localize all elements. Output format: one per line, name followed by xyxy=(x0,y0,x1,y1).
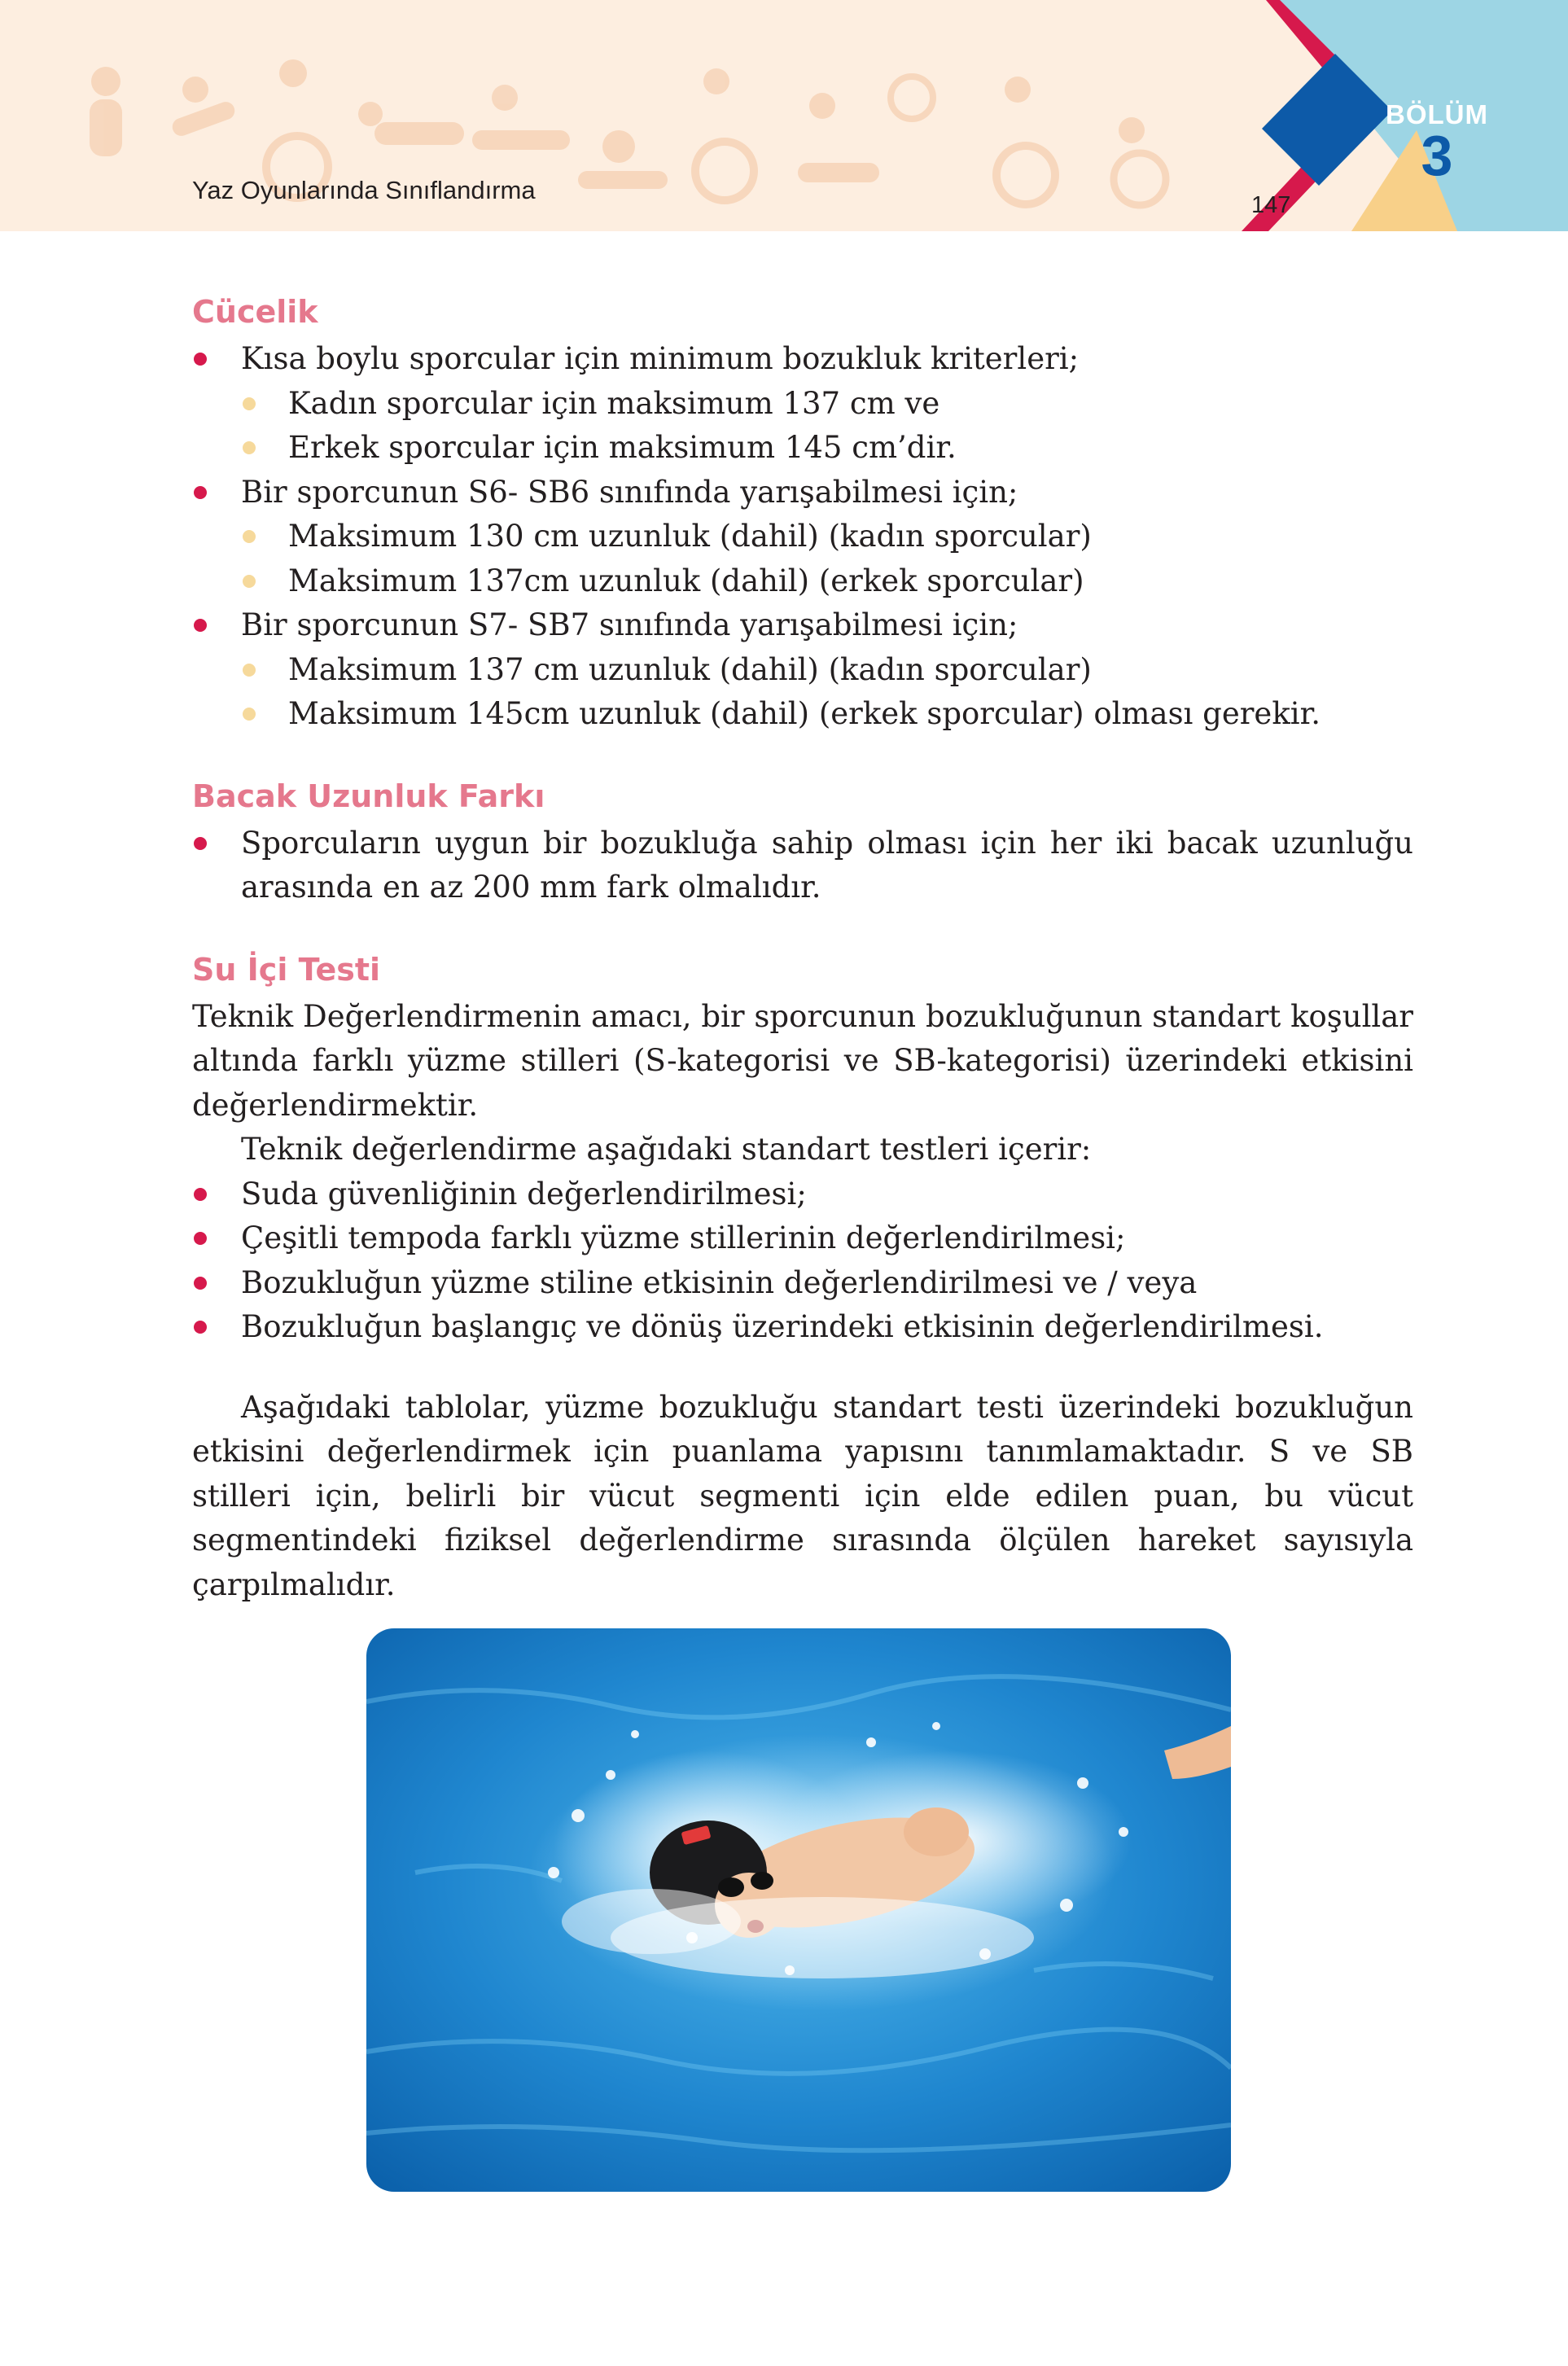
heading-cucelik: Cücelik xyxy=(192,294,318,330)
chapter-label: BÖLÜM xyxy=(1386,99,1488,129)
sub-list-item: Maksimum 137 cm uzunluk (dahil) (kadın sporcular) xyxy=(192,648,1413,693)
page-number: 147 xyxy=(1251,192,1291,218)
chapter-corner-graphic xyxy=(1172,0,1568,231)
sub-list-item: Maksimum 145cm uzunluk (dahil) (erkek sporcular) olması gerekir. xyxy=(192,692,1413,737)
chapter-number: 3 xyxy=(1421,124,1453,187)
list-item: Bir sporcunun S6- SB6 sınıfında yarışabilmesi için; xyxy=(192,471,1413,515)
list-item: Kısa boylu sporcular için minimum bozukluk kriterleri; xyxy=(192,337,1413,382)
paragraph-closing: Aşağıdaki tablolar, yüzme bozukluğu standart testi üzerindeki bozukluğun etkisini değerlendirmek için puanlama yapısını tanımlamaktadır. S ve SB stilleri için, belirli bir vücut segmenti için elde edilen puan, bu vücut segmentindeki fiziksel değerlendirme sırasında ölçülen hareket sayısıyla çarpılmalıdır. xyxy=(192,1389,1413,1602)
swimmer-illustration xyxy=(366,1628,1231,2192)
swimmer-photo xyxy=(366,1628,1231,2192)
running-title: Yaz Oyunlarında Sınıflandırma xyxy=(192,176,536,204)
sub-list-item: Kadın sporcular için maksimum 137 cm ve xyxy=(192,382,1413,427)
list-bacak xyxy=(192,822,1413,910)
paragraph-lead: Teknik değerlendirme aşağıdaki standart testleri içerir: xyxy=(241,1132,1092,1167)
paragraph-intro: Teknik Değerlendirmenin amacı, bir sporcunun bozukluğunun standart koşullar altında farklı yüzme stilleri (S-kategorisi ve SB-kategorisi) üzerindeki etkisini değerlendirmektir. xyxy=(192,998,1413,1123)
sub-list-item: Erkek sporcular için maksimum 145 cm’dir. xyxy=(192,426,1413,471)
list-item: Sporcuların uygun bir bozukluğa sahip olması için her iki bacak uzunluğu arasında en az 200 mm fark olmalıdır. xyxy=(192,822,1413,910)
heading-su-ici-testi: Su İçi Testi xyxy=(192,951,381,988)
list-item: Çeşitli tempoda farklı yüzme stillerinin değerlendirilmesi; xyxy=(192,1216,1413,1261)
list-cucelik xyxy=(192,337,1413,737)
heading-bacak-uzunluk-farki: Bacak Uzunluk Farkı xyxy=(192,778,545,814)
list-item: Bozukluğun yüzme stiline etkisinin değerlendirilmesi ve / veya xyxy=(192,1261,1413,1306)
list-item: Bir sporcunun S7- SB7 sınıfında yarışabilmesi için; xyxy=(192,603,1413,648)
page-header xyxy=(0,0,1568,231)
sub-list-item: Maksimum 137cm uzunluk (dahil) (erkek sporcular) xyxy=(192,559,1413,604)
main-content xyxy=(192,287,1413,1607)
list-item: Suda güvenliğinin değerlendirilmesi; xyxy=(192,1172,1413,1217)
sub-list-item: Maksimum 130 cm uzunluk (dahil) (kadın sporcular) xyxy=(192,515,1413,559)
list-tests xyxy=(192,1172,1413,1350)
list-item: Bozukluğun başlangıç ve dönüş üzerindeki etkisinin değerlendirilmesi. xyxy=(192,1305,1413,1350)
